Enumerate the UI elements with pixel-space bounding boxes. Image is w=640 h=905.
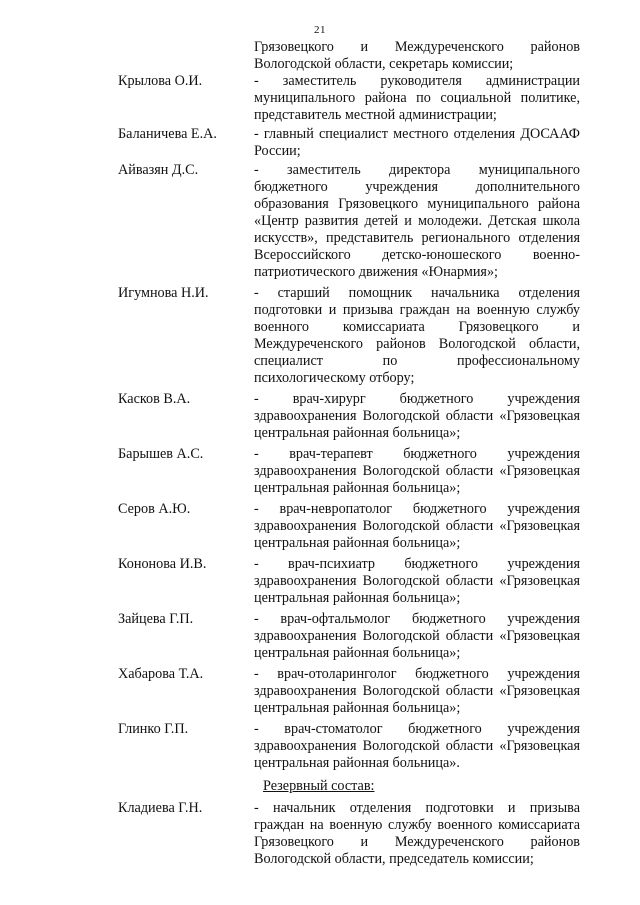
member-row <box>118 666 588 717</box>
member-name: Айвазян Д.С. <box>118 162 199 178</box>
member-name: Баланичева Е.А. <box>118 126 217 142</box>
member-row <box>118 721 588 772</box>
continuation-text: Грязовецкого и Междуреченского районов Вологодской области, секретарь комиссии; <box>254 39 580 72</box>
member-row <box>118 285 588 387</box>
member-role: - врач-терапевт бюджетного учреждения здравоохранения Вологодской области «Грязовецкая центральная районная больница»; <box>254 446 580 496</box>
member-name: Зайцева Г.П. <box>118 611 194 627</box>
member-role: - врач-хирург бюджетного учреждения здравоохранения Вологодской области «Грязовецкая центральная районная больница»; <box>254 391 580 441</box>
member-row <box>118 446 588 497</box>
member-name: Серов А.Ю. <box>118 501 191 517</box>
member-row <box>118 126 588 160</box>
member-name: Барышев А.С. <box>118 446 204 462</box>
member-row <box>118 611 588 662</box>
member-row <box>118 501 588 552</box>
member-name: Глинко Г.П. <box>118 721 189 737</box>
member-role: - врач-стоматолог бюджетного учреждения здравоохранения Вологодской области «Грязовецкая центральная районная больница». <box>254 721 580 771</box>
member-role: - старший помощник начальника отделения подготовки и призыва граждан на военную службу военного комиссариата Грязовецкого и Междуреченского районов Вологодской области, специалист по профессиональному психологическому отбору; <box>254 285 580 386</box>
member-role: - заместитель директора муниципального бюджетного учреждения дополнительного образования Грязовецкого муниципального района «Центр развития детей и молодежи. Детская школа искусств», представитель регионального отделения Всероссийского детско-юношеского военно-патриотического движения «Юнармия»; <box>254 162 580 280</box>
document-body <box>118 39 588 868</box>
member-role: - начальник отделения подготовки и призыва граждан на военную службу военного комиссариата Грязовецкого и Междуреченского районов Вологодской области, председатель комиссии; <box>254 800 580 867</box>
reserve-member-row <box>118 800 588 868</box>
member-row <box>118 391 588 442</box>
reserve-heading: Резервный состав: <box>263 778 375 794</box>
member-role: - врач-психиатр бюджетного учреждения здравоохранения Вологодской области «Грязовецкая центральная районная больница»; <box>254 556 580 606</box>
member-name: Игумнова Н.И. <box>118 285 209 301</box>
member-row <box>118 162 588 281</box>
member-row <box>118 73 588 124</box>
member-list <box>118 73 588 772</box>
member-row <box>118 556 588 607</box>
member-name: Хабарова Т.А. <box>118 666 204 682</box>
member-name: Крылова О.И. <box>118 73 203 89</box>
member-role: - врач-офтальмолог бюджетного учреждения здравоохранения Вологодской области «Грязовецкая центральная районная больница»; <box>254 611 580 661</box>
member-name: Кладиева Г.Н. <box>118 800 203 816</box>
member-role: - врач-невропатолог бюджетного учреждения здравоохранения Вологодской области «Грязовецкая центральная районная больница»; <box>254 501 580 551</box>
member-role: - врач-отоларинголог бюджетного учреждения здравоохранения Вологодской области «Грязовецкая центральная районная больница»; <box>254 666 580 716</box>
member-name: Касков В.А. <box>118 391 191 407</box>
member-role: - заместитель руководителя администрации муниципального района по социальной политике, представитель местной администрации; <box>254 73 580 123</box>
member-role: - главный специалист местного отделения ДОСААФ России; <box>254 126 580 159</box>
page-number: 21 <box>314 24 326 36</box>
member-name: Кононова И.В. <box>118 556 207 572</box>
